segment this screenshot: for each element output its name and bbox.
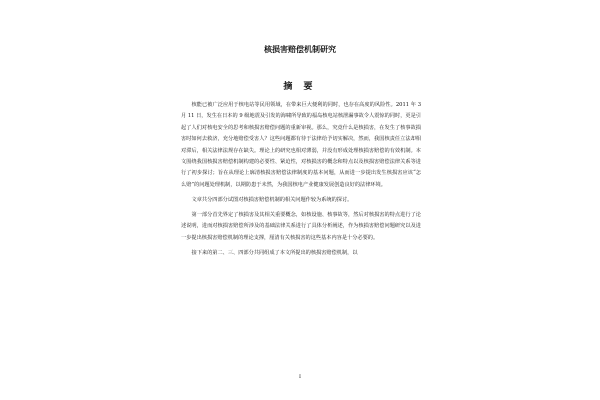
abstract-paragraph-3: 第一部分首先界定了核损害及其相关重要概念，如核设施、核事故等，然后对核损害的特点进行了论述说明，进而对核损害赔偿所涉及的基础法律关系进行了具体分析阐述，作为核损害赔偿问题研究以及进一步提出核损害赔偿机制的理论支撑，厘清有关核损害的这些基本内容是十分必要的。 (181, 211, 421, 241)
abstract-heading: 摘 要 (283, 82, 317, 92)
document-title: 核损害赔偿机制研究 (264, 44, 336, 54)
abstract-paragraph-4: 接下来的第二、三、四部分共同组成了本文所提出的核损害赔偿机制，以 (191, 249, 358, 256)
abstract-paragraph-1: 核能已被广泛应用于核电站等民用领域，在带来巨大便利的同时，也存在高度的风险性。2011 年 3 月 11 日，发生在日本的 9 级地震及引发的海啸所导致的福岛核电站核泄漏事故令人震惊的同时，更是引起了人们对核电安全的思考和核损害赔偿问题的重新审视。那么，究竟什么是核损害，在发生了核事故损害时如何去救济，充分地赔偿受害人？这些问题都有待于法律给予切实解决，然而，我国核责任立法却相对滞后，相关法律法规存在缺失。理论上的研究也相对薄弱，并没有形成处理核损害赔偿的有效机制。本文围绕我国核损害赔偿机制构建的必要性、紧迫性，对核损害的概念和特点以及核损害赔偿法律关系等进行了初步探讨；旨在从理论上廓清核损害赔偿法律制度的基本问题，从而进一步提出发生核损害应该“怎么赔”的问题处理机制，以期防患于未然，为我国核电产业健康发展创造良好的法律环境。 (181, 102, 421, 188)
abstract-body (181, 100, 421, 263)
abstract-paragraph-2: 文章共分四部分试图对核损害赔偿机制的相关问题作较为系统的探讨。 (191, 196, 353, 203)
page-number: I (299, 374, 301, 380)
